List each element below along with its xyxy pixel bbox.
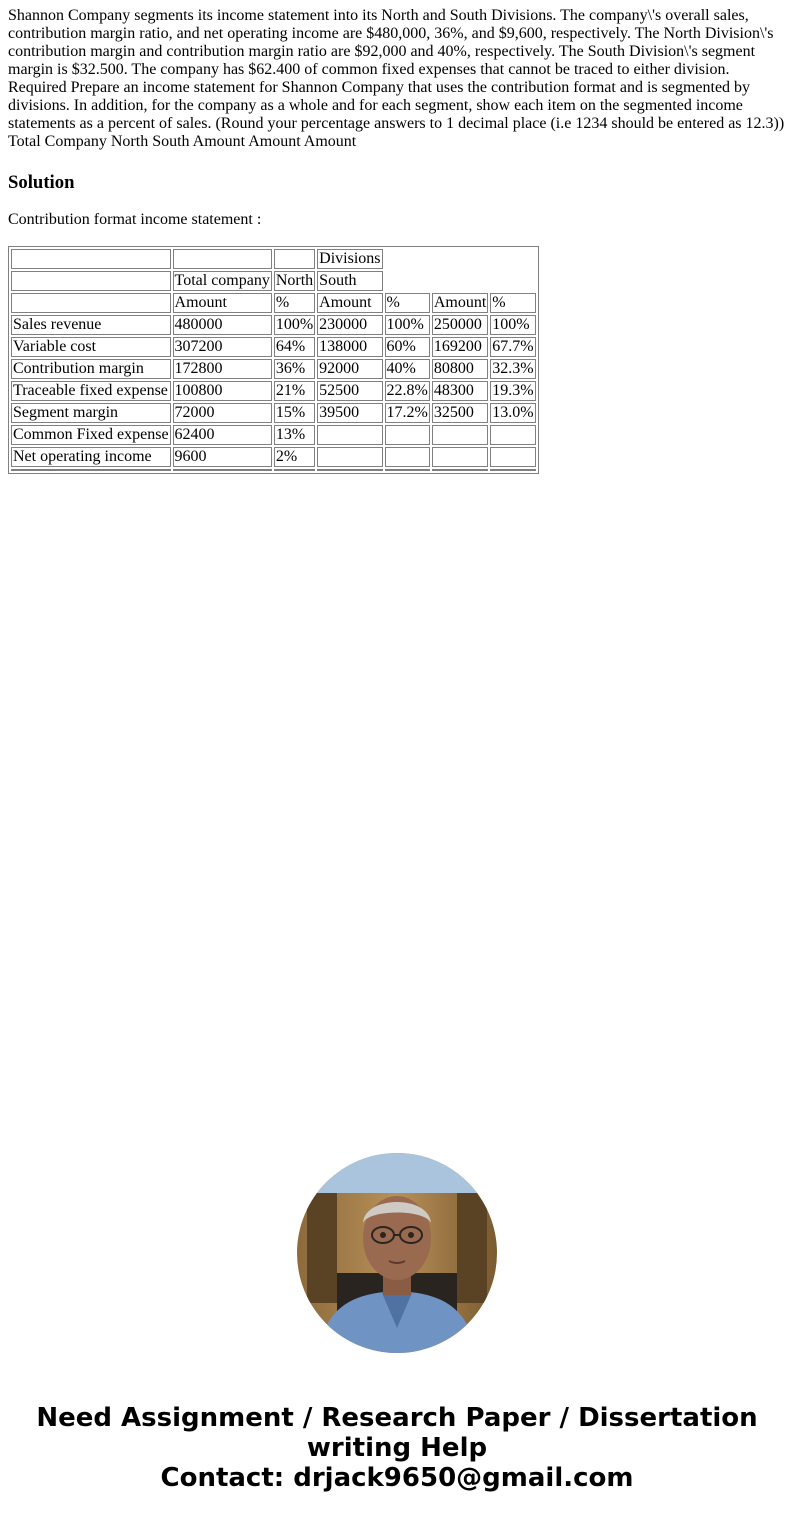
table-cell	[490, 447, 535, 467]
empty-table-cell	[11, 469, 171, 471]
table-cell	[432, 425, 488, 445]
table-cell: Common Fixed expense	[13, 426, 169, 443]
table-cell: Amount	[433, 294, 487, 311]
intro-text: Contribution format income statement :	[8, 211, 262, 228]
empty-table-cell	[432, 469, 488, 471]
table-cell: Amount	[317, 293, 382, 313]
table-cell: 22.8%	[386, 382, 428, 399]
header-row-1	[11, 249, 536, 269]
table-cell: 80800	[432, 359, 488, 379]
promo-contact: Contact: drjack9650@gmail.com	[160, 1463, 634, 1493]
table-cell: 72000	[173, 403, 272, 423]
table-cell	[11, 293, 171, 313]
table-cell: 62400	[173, 425, 272, 445]
table-cell: 92000	[317, 359, 382, 379]
table-cell: 230000	[317, 315, 382, 335]
table-cell: 100%	[490, 315, 535, 335]
table-cell: 307200	[173, 337, 272, 357]
table-cell	[385, 447, 430, 467]
promo-line-2: writing Help	[306, 1433, 488, 1463]
table-row	[11, 337, 536, 357]
table-cell: 64%	[274, 337, 315, 357]
table-cell: %	[490, 293, 535, 313]
table-row	[11, 359, 536, 379]
table-cell: 172800	[173, 359, 272, 379]
table-cell	[317, 447, 382, 467]
empty-table-cell	[385, 469, 430, 471]
table-cell	[317, 425, 382, 445]
table-cell: 100800	[173, 381, 272, 401]
table-cell: 67.7%	[492, 338, 534, 355]
table-cell	[11, 271, 171, 291]
table-cell: 19.3%	[492, 382, 534, 399]
main-content	[8, 7, 788, 474]
table-cell: 36%	[274, 359, 315, 379]
table-cell	[385, 425, 430, 445]
empty-table-cell	[317, 469, 382, 471]
table-cell	[11, 249, 171, 269]
table-cell: Variable cost	[11, 337, 171, 357]
table-cell: 48300	[432, 381, 488, 401]
promo-line-1: Need Assignment / Research Paper / Dissertation	[36, 1403, 758, 1433]
table-cell: North	[275, 272, 314, 289]
table-cell: 39500	[317, 403, 382, 423]
table-cell: 32500	[432, 403, 488, 423]
table-cell	[432, 447, 488, 467]
table-cell: Segment margin	[11, 403, 171, 423]
table-cell: 138000	[317, 337, 382, 357]
table-cell: 13.0%	[492, 404, 534, 421]
table-cell: South	[317, 271, 382, 291]
table-cell: 32.3%	[492, 360, 534, 377]
solution-heading: Solution	[8, 172, 75, 193]
table-cell: Divisions	[319, 250, 381, 267]
table-cell: %	[385, 293, 430, 313]
empty-table-row	[11, 469, 536, 471]
table-row	[11, 381, 536, 401]
promo-banner	[0, 1403, 794, 1493]
table-cell: 169200	[432, 337, 488, 357]
question-text: Shannon Company segments its income statement into its North and South Divisions. The company\'s overall sales, contribution margin ratio, and net operating income are $480,000, 36%, and $9,600, respectively. The North Division\'s contribution margin and contribution margin ratio are $92,000 and 40%, respectively. The South Division\'s segment margin is $32.500. The company has $62.400 of common fixed expenses that cannot be traced to either division. Required Prepare an income statement for Shannon Company that uses the contribution format and is segmented by divisions. In addition, for the company as a whole and for each segment, show each item on the segmented income statements as a percent of sales. (Round your percentage answers to 1 decimal place (i.e 1234 should be entered as 12.3)) Total Company North South Amount Amount Amount	[8, 7, 785, 150]
empty-table-cell	[173, 469, 272, 471]
table-cell: %	[274, 293, 315, 313]
table-row	[11, 315, 536, 335]
table-cell	[490, 425, 535, 445]
table-cell: 17.2%	[386, 404, 428, 421]
empty-table-cell	[274, 469, 315, 471]
table-cell: Amount	[173, 293, 272, 313]
table-cell	[274, 249, 315, 269]
table-cell: Net operating income	[11, 447, 171, 467]
header-row-2	[11, 271, 536, 291]
table-cell: Traceable fixed expense	[11, 381, 171, 401]
author-photo	[297, 1153, 497, 1353]
table-cell: 13%	[274, 425, 315, 445]
table-cell: 100%	[385, 315, 430, 335]
table-cell: 60%	[385, 337, 430, 357]
table-row	[11, 403, 536, 423]
table-cell: 250000	[432, 315, 488, 335]
table-cell: 21%	[274, 381, 315, 401]
empty-table-cell	[490, 469, 535, 471]
table-cell: 52500	[317, 381, 382, 401]
table-row	[11, 447, 536, 467]
table-cell: Total company	[174, 272, 270, 289]
table-cell: 9600	[173, 447, 272, 467]
table-cell: 40%	[385, 359, 430, 379]
header-row-3	[11, 293, 536, 313]
table-cell: Contribution margin	[11, 359, 171, 379]
table-cell: 15%	[274, 403, 315, 423]
table-cell: 2%	[274, 447, 315, 467]
table-cell: Sales revenue	[11, 315, 171, 335]
table-row	[11, 425, 536, 445]
income-statement-table	[8, 246, 539, 474]
table-cell: 100%	[275, 316, 314, 333]
table-cell: 480000	[173, 315, 272, 335]
table-cell	[173, 249, 272, 269]
